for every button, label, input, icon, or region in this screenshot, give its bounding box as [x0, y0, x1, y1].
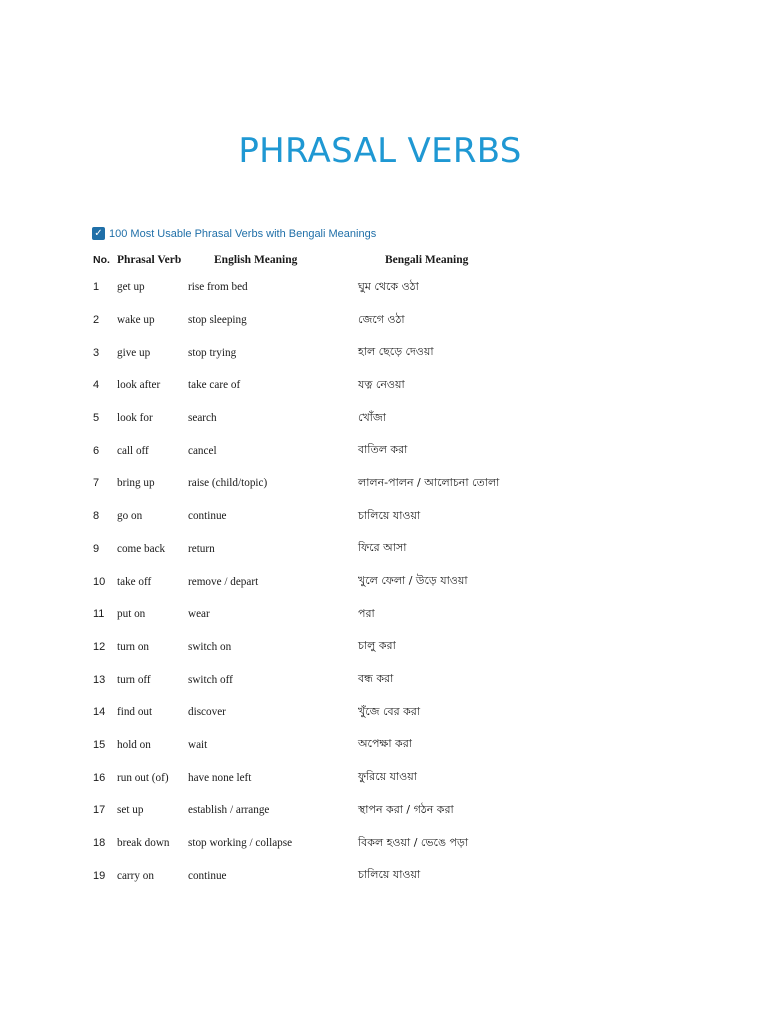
english-meaning: wait	[188, 738, 208, 751]
bengali-meaning: চালু করা	[358, 639, 396, 653]
phrasal-verb: run out (of)	[117, 771, 169, 784]
check-icon[interactable]: ✓	[92, 227, 105, 240]
row-number: 17	[93, 804, 106, 817]
phrasal-verb: call off	[117, 444, 149, 457]
row-number: 6	[93, 444, 100, 457]
bengali-meaning: অপেক্ষা করা	[358, 737, 412, 751]
bengali-meaning: জেগে ওঠা	[358, 312, 405, 326]
english-meaning: search	[188, 412, 217, 425]
page-title: PHRASAL VERBS	[238, 130, 522, 171]
table-row	[90, 794, 585, 827]
bengali-meaning: ফুরিয়ে যাওয়া	[358, 770, 417, 784]
phrasal-verb: turn off	[117, 673, 151, 686]
bengali-meaning: চালিয়ে যাওয়া	[358, 508, 421, 522]
phrasal-verb: go on	[117, 510, 143, 523]
header-bengali-meaning: Bengali Meaning	[385, 254, 469, 266]
table-row	[90, 598, 585, 631]
table-row	[90, 467, 585, 500]
row-number: 4	[93, 379, 100, 392]
phrasal-verb: turn on	[117, 640, 150, 653]
table-row	[90, 533, 585, 566]
table-header-row	[90, 249, 585, 271]
phrasal-verb: put on	[117, 608, 146, 621]
english-meaning: take care of	[188, 379, 241, 392]
header-english-meaning: English Meaning	[214, 254, 298, 266]
row-number: 9	[93, 542, 100, 555]
row-number: 7	[93, 477, 100, 490]
table-row	[90, 500, 585, 533]
english-meaning: remove / depart	[188, 575, 259, 588]
row-number: 11	[93, 608, 105, 621]
bengali-meaning: খুঁজে বের করা	[358, 704, 421, 718]
header-no: No.	[93, 254, 110, 266]
row-number: 19	[93, 869, 106, 882]
english-meaning: stop trying	[188, 346, 237, 359]
bengali-meaning: চালিয়ে যাওয়া	[358, 868, 421, 882]
bengali-meaning: ঘুম থেকে ওঠা	[358, 279, 419, 293]
english-meaning: switch on	[188, 640, 232, 653]
table-row	[90, 402, 585, 435]
bengali-meaning: হাল ছেড়ে দেওয়া	[358, 345, 434, 359]
bengali-meaning: খুলে ফেলা / উড়ে যাওয়া	[358, 574, 468, 588]
english-meaning: have none left	[188, 771, 252, 784]
english-meaning: continue	[188, 510, 227, 523]
table-row	[90, 369, 585, 402]
english-meaning: stop working / collapse	[188, 837, 293, 850]
english-meaning: return	[188, 542, 215, 555]
bengali-meaning: লালন-পালন / আলোচনা তোলা	[358, 475, 500, 489]
english-meaning: wear	[188, 608, 210, 621]
english-meaning: cancel	[188, 444, 217, 457]
english-meaning: stop sleeping	[188, 314, 247, 327]
bengali-meaning: খোঁজা	[358, 410, 386, 424]
english-meaning: discover	[188, 706, 226, 719]
row-number: 1	[93, 281, 100, 294]
table-row	[90, 827, 585, 860]
table-row	[90, 271, 585, 304]
english-meaning: switch off	[188, 673, 233, 686]
bengali-meaning: বন্ধ করা	[358, 672, 394, 686]
bengali-meaning: যত্ন নেওয়া	[358, 377, 405, 391]
phrasal-verb: bring up	[117, 477, 155, 490]
english-meaning: rise from bed	[188, 281, 248, 294]
phrasal-verb: look after	[117, 379, 161, 392]
table-row	[90, 663, 585, 696]
bengali-meaning: বাতিল করা	[358, 443, 408, 457]
phrasal-verb: break down	[117, 837, 170, 850]
phrasal-verb: set up	[117, 804, 144, 817]
table-row	[90, 729, 585, 762]
english-meaning: continue	[188, 869, 227, 882]
row-number: 18	[93, 837, 106, 850]
header-phrasal-verb: Phrasal Verb	[117, 254, 182, 266]
row-number: 2	[93, 314, 100, 327]
phrasal-verb: hold on	[117, 738, 151, 751]
row-number: 12	[93, 640, 106, 653]
bengali-meaning: ফিরে আসা	[358, 541, 407, 555]
table-row	[90, 631, 585, 664]
phrasal-verb: get up	[117, 281, 145, 294]
english-meaning: establish / arrange	[188, 804, 270, 817]
phrasal-verbs-table	[90, 249, 585, 892]
task-item	[92, 227, 376, 240]
row-number: 8	[93, 510, 100, 523]
table-row	[90, 859, 585, 892]
phrasal-verb: carry on	[117, 869, 154, 882]
phrasal-verb: find out	[117, 706, 153, 719]
table-row	[90, 565, 585, 598]
phrasal-verb: give up	[117, 346, 151, 359]
row-number: 5	[93, 412, 100, 425]
table-row	[90, 336, 585, 369]
phrasal-verb: look for	[117, 412, 153, 425]
row-number: 15	[93, 738, 106, 751]
bengali-meaning: বিকল হওয়া / ভেঙে পড়া	[358, 835, 469, 849]
english-meaning: raise (child/topic)	[188, 477, 268, 490]
phrasal-verb: wake up	[117, 314, 155, 327]
table-row	[90, 434, 585, 467]
task-item-label: 100 Most Usable Phrasal Verbs with Bengali Meanings	[109, 227, 377, 240]
table-row	[90, 696, 585, 729]
phrasal-verb: take off	[117, 575, 152, 588]
phrasal-verb: come back	[117, 542, 166, 555]
bengali-meaning: স্থাপন করা / গঠন করা	[358, 802, 454, 816]
row-number: 16	[93, 771, 106, 784]
row-number: 13	[93, 673, 106, 686]
row-number: 3	[93, 346, 100, 359]
row-number: 14	[93, 706, 106, 719]
table-row	[90, 761, 585, 794]
row-number: 10	[93, 575, 106, 588]
table-row	[90, 304, 585, 337]
bengali-meaning: পরা	[358, 606, 375, 620]
